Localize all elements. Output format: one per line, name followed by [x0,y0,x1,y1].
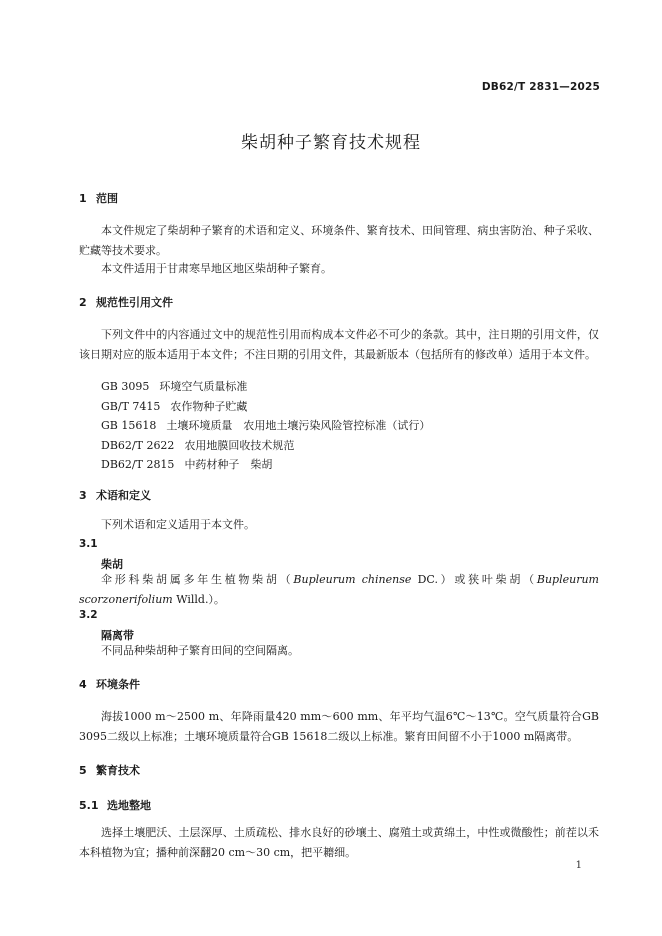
section-1-paragraph-2: 本文件适用于甘肃寒旱地区地区柴胡种子繁育。 [101,262,332,275]
reference-item [101,417,430,433]
term-number: 3.2 [79,609,98,621]
term-number: 3.1 [79,538,98,550]
page-number: 1 [575,860,582,871]
section-number: 5 [79,764,87,777]
section-2-paragraph-1: 下列文件中的内容通过文中的规范性引用而构成本文件必不可少的条款。其中，注日期的引用文件，仅该日期对应的版本适用于本文件；不注日期的引用文件，其最新版本（包括所有的修改单）适用于本文件。 [79,328,599,361]
section-number: 4 [79,678,87,691]
section-title: 繁育技术 [96,764,140,777]
section-2-heading [79,294,173,310]
reference-name: 农用地膜回收技术规范 [184,439,295,452]
section-title: 术语和定义 [96,489,151,502]
section-3-heading [79,487,151,503]
section-number: 2 [79,296,87,309]
term-definition [79,570,599,610]
section-number: 1 [79,192,87,205]
reference-code: GB/T 7415 [101,400,161,413]
reference-item [101,378,247,394]
section-number: 3 [79,489,87,502]
section-title: 环境条件 [96,678,140,691]
reference-item [101,456,272,472]
section-5-heading [79,762,140,778]
definition-text: Willd.）。 [172,593,225,606]
definition-text: 伞形科柴胡属多年生植物柴胡（ [101,573,294,586]
section-title: 范围 [96,192,118,205]
reference-name: 中药材种子 柴胡 [184,458,273,471]
term-name: 柴胡 [101,558,123,571]
reference-code: GB 15618 [101,419,157,432]
reference-code: GB 3095 [101,380,150,393]
reference-item [101,398,247,414]
subsection-5-1-paragraph-1: 选择土壤肥沃、土层深厚、土质疏松、排水良好的砂壤土、腐殖土或黄绵土，中性或微酸性；前茬以禾本科植物为宜；播种前深翻20 cm～30 cm，把平耱细。 [79,826,599,859]
subsection-number: 5.1 [79,799,99,812]
subsection-title: 选地整地 [107,799,151,812]
subsection-5-1-heading [79,797,151,813]
reference-name: 土壤环境质量 农用地土壤污染风险管控标准（试行） [166,419,431,432]
section-3-paragraph-1: 下列术语和定义适用于本文件。 [101,518,255,531]
reference-code: DB62/T 2815 [101,458,175,471]
latin-name: Bupleurum chinense [293,573,412,586]
definition-text: DC.）或狭叶柴胡（ [411,573,537,586]
standard-number: DB62/T 2831—2025 [481,81,600,93]
section-1-heading [79,190,118,206]
reference-name: 环境空气质量标准 [159,380,248,393]
reference-name: 农作物种子贮藏 [170,400,248,413]
section-4-paragraph-1: 海拔1000 m～2500 m、年降雨量420 mm～600 mm、年平均气温6℃～13℃。空气质量符合GB 3095二级以上标准；土壤环境质量符合GB 15618二级以上标准。繁育田间留不小于1000 m隔离带。 [79,710,599,743]
term-name: 隔离带 [101,629,134,642]
document-title: 柴胡种子繁育技术规程 [241,133,421,153]
section-1-paragraph-1: 本文件规定了柴胡种子繁育的术语和定义、环境条件、繁育技术、田间管理、病虫害防治、种子采收、贮藏等技术要求。 [79,224,599,257]
reference-code: DB62/T 2622 [101,439,175,452]
latin-name: Bupleurum scorzonerifolium [79,573,599,606]
section-4-heading [79,676,140,692]
term-definition: 不同品种柴胡种子繁育田间的空间隔离。 [101,644,299,657]
section-title: 规范性引用文件 [96,296,173,309]
reference-item [101,437,294,453]
